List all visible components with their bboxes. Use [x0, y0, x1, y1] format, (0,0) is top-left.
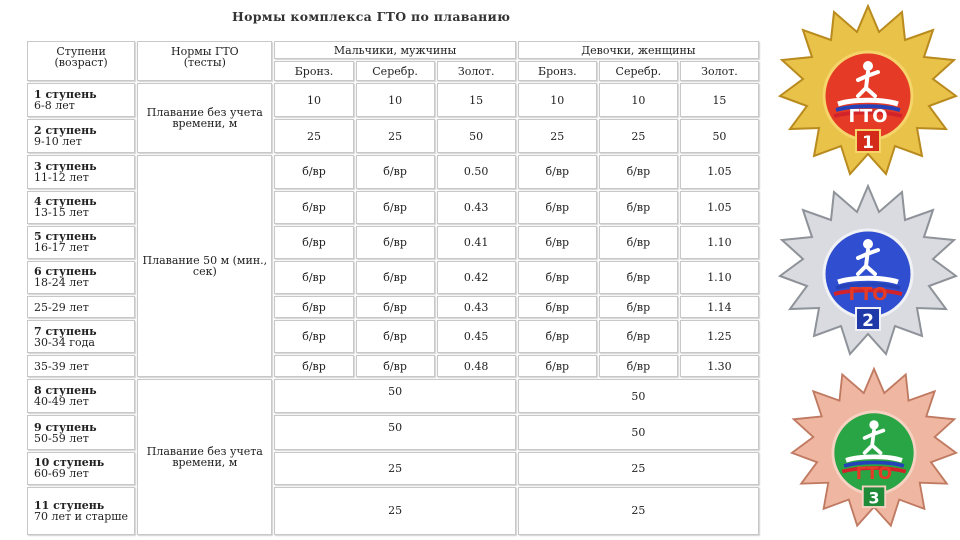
- value-cell: 1.10: [680, 261, 759, 294]
- stage-cell: 11 ступень 70 лет и старше: [27, 487, 135, 535]
- value-cell: 10: [356, 83, 435, 117]
- value-cell: 50: [437, 119, 516, 153]
- stage-cell: 3 ступень 11-12 лет: [27, 155, 135, 188]
- badge-number: 3: [868, 488, 880, 508]
- value-cell: 50: [518, 415, 759, 449]
- stage-column-header: Ступени (возраст): [27, 41, 135, 81]
- stage-cell: 6 ступень 18-24 лет: [27, 261, 135, 294]
- value-cell: б/вр: [274, 191, 353, 224]
- value-cell: 1.05: [680, 155, 759, 188]
- value-cell: 0.43: [437, 191, 516, 224]
- value-cell: 25: [274, 119, 353, 153]
- test-cell: Плавание 50 м (мин., сек): [137, 155, 272, 377]
- medal-header-gold: Золот.: [437, 61, 516, 81]
- value-cell: б/вр: [518, 320, 597, 353]
- value-cell: 10: [599, 83, 678, 117]
- table-row: [27, 83, 759, 117]
- value-cell: б/вр: [356, 261, 435, 294]
- stage-cell: 25-29 лет: [27, 296, 135, 318]
- value-cell: 50: [274, 415, 515, 449]
- value-cell: б/вр: [599, 320, 678, 353]
- value-cell: б/вр: [356, 355, 435, 377]
- test-cell: Плавание без учета времени, м: [137, 83, 272, 153]
- value-cell: 25: [356, 119, 435, 153]
- value-cell: 25: [518, 487, 759, 535]
- stage-cell: 8 ступень 40-49 лет: [27, 379, 135, 413]
- badge-label: ГТО: [848, 284, 888, 305]
- value-cell: б/вр: [274, 320, 353, 353]
- value-cell: 15: [680, 83, 759, 117]
- stage-cell: 5 ступень 16-17 лет: [27, 226, 135, 259]
- value-cell: б/вр: [518, 155, 597, 188]
- value-cell: 25: [518, 119, 597, 153]
- value-cell: 10: [518, 83, 597, 117]
- test-cell: Плавание без учета времени, м: [137, 379, 272, 535]
- value-cell: б/вр: [274, 355, 353, 377]
- medal-header-bronze: Бронз.: [518, 61, 597, 81]
- value-cell: 1.10: [680, 226, 759, 259]
- value-cell: б/вр: [599, 355, 678, 377]
- value-cell: 1.30: [680, 355, 759, 377]
- value-cell: б/вр: [356, 320, 435, 353]
- value-cell: б/вр: [518, 191, 597, 224]
- value-cell: 1.14: [680, 296, 759, 318]
- medal-header-gold: Золот.: [680, 61, 759, 81]
- value-cell: 0.41: [437, 226, 516, 259]
- value-cell: 0.48: [437, 355, 516, 377]
- value-cell: б/вр: [599, 191, 678, 224]
- value-cell: 25: [518, 452, 759, 485]
- value-cell: 0.42: [437, 261, 516, 294]
- medal-header-silver: Серебр.: [356, 61, 435, 81]
- value-cell: 1.05: [680, 191, 759, 224]
- norms-table: [25, 39, 761, 537]
- badge-label: ГТО: [855, 463, 893, 483]
- stage-cell: 9 ступень 50-59 лет: [27, 415, 135, 449]
- value-cell: б/вр: [518, 261, 597, 294]
- value-cell: б/вр: [599, 155, 678, 188]
- value-cell: б/вр: [356, 191, 435, 224]
- value-cell: 50: [680, 119, 759, 153]
- value-cell: б/вр: [518, 226, 597, 259]
- value-cell: 50: [518, 379, 759, 413]
- page-title: Нормы комплекса ГТО по плаванию: [232, 9, 511, 24]
- value-cell: б/вр: [599, 261, 678, 294]
- badge-number: 1: [862, 133, 874, 153]
- medal-header-silver: Серебр.: [599, 61, 678, 81]
- test-column-header: Нормы ГТО (тесты): [137, 41, 272, 81]
- value-cell: 1.25: [680, 320, 759, 353]
- value-cell: б/вр: [274, 261, 353, 294]
- stage-cell: 1 ступень 6-8 лет: [27, 83, 135, 117]
- value-cell: б/вр: [518, 296, 597, 318]
- value-cell: 0.43: [437, 296, 516, 318]
- bronze-badge: [790, 364, 958, 538]
- value-cell: б/вр: [356, 296, 435, 318]
- value-cell: б/вр: [356, 155, 435, 188]
- stage-cell: 7 ступень 30-34 года: [27, 320, 135, 353]
- value-cell: 25: [599, 119, 678, 153]
- value-cell: 50: [274, 379, 515, 413]
- gold-badge-icon: [778, 4, 958, 184]
- medal-header-bronze: Бронз.: [274, 61, 353, 81]
- value-cell: 10: [274, 83, 353, 117]
- table-row: [27, 379, 759, 413]
- girls-header: Девочки, женщины: [518, 41, 759, 59]
- stage-cell: 10 ступень 60-69 лет: [27, 452, 135, 485]
- value-cell: б/вр: [599, 296, 678, 318]
- value-cell: 25: [274, 452, 515, 485]
- value-cell: 25: [274, 487, 515, 535]
- boys-header: Мальчики, мужчины: [274, 41, 515, 59]
- badge-label: ГТО: [848, 106, 888, 127]
- value-cell: б/вр: [274, 296, 353, 318]
- stage-cell: 2 ступень 9-10 лет: [27, 119, 135, 153]
- value-cell: 0.50: [437, 155, 516, 188]
- table-row: [27, 155, 759, 188]
- value-cell: б/вр: [599, 226, 678, 259]
- value-cell: б/вр: [356, 226, 435, 259]
- stage-cell: 35-39 лет: [27, 355, 135, 377]
- value-cell: 0.45: [437, 320, 516, 353]
- badge-number: 2: [862, 311, 874, 331]
- stage-cell: 4 ступень 13-15 лет: [27, 191, 135, 224]
- value-cell: б/вр: [274, 226, 353, 259]
- gold-badge: [778, 4, 958, 184]
- value-cell: 15: [437, 83, 516, 117]
- value-cell: б/вр: [274, 155, 353, 188]
- bronze-badge-icon: [790, 364, 958, 538]
- silver-badge-icon: [778, 184, 958, 359]
- silver-badge: [778, 184, 958, 359]
- value-cell: б/вр: [518, 355, 597, 377]
